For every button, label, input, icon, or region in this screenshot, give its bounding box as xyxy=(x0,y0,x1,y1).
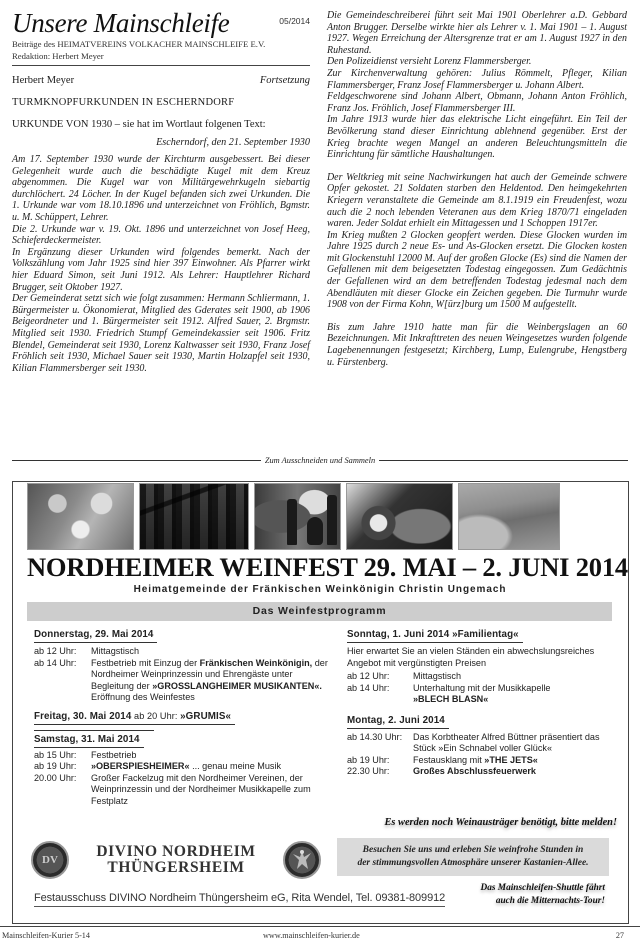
author-name: Herbert Meyer xyxy=(12,75,75,86)
schedule-text xyxy=(91,761,334,773)
footer-publication: Mainschleifen-Kurier 5-14 xyxy=(2,931,90,940)
day-thursday xyxy=(34,628,334,704)
saturday-rows xyxy=(34,750,334,808)
dateline: Escherndorf, den 21. September 1930 xyxy=(156,137,310,148)
paragraph: Die Gemeindeschreiberei führt seit Mai 1901 Oberlehrer a.D. Gebbard Anton Brugger. Derselbe wirkte hier als Lehrer v. 1. Mai 1901 – 1. August 1927. Wegen Erreichung der Altersgrenze trat er am 1. August 1927 in den Ruhestand. xyxy=(327,10,627,56)
paragraph: Den Polizeidienst versieht Lorenz Flammersberger. xyxy=(327,56,532,68)
continuation-label: Fortsetzung xyxy=(259,75,310,86)
vineyard-village-photo xyxy=(458,483,560,550)
cut-line xyxy=(12,453,628,467)
weinfest-advertisement xyxy=(12,481,629,924)
paragraph: Feldgeschworene sind Johann Albert, Obmann, Johann Anton Fröhlich, Franz Jos. Fröhlich, Josef Flammersberger III. xyxy=(327,91,627,114)
schedule-time: ab 19 Uhr: xyxy=(347,754,390,765)
wine-bottle-icon xyxy=(327,495,337,545)
invitation-line: der stimmungsvollen Atmosphäre unserer Kastanien-Allee. xyxy=(357,857,589,868)
schedule-time: ab 20 Uhr: xyxy=(131,710,181,721)
schedule-time: ab 15 Uhr: xyxy=(34,749,77,760)
schedule-row xyxy=(347,766,607,778)
shuttle-line: Das Mainschleifen-Shuttle fährt xyxy=(480,883,605,893)
divino-logo-text xyxy=(69,844,283,876)
text-segment: Festbetrieb mit Einzug der xyxy=(91,657,200,668)
schedule-time: 20.00 Uhr: xyxy=(34,772,77,783)
divino-logo xyxy=(31,835,321,885)
text-segment: ... genau meine Musik xyxy=(189,761,282,771)
masthead-divider xyxy=(12,65,310,66)
paragraph: Die 2. Urkunde war v. 19. Okt. 1896 und unterzeichnet von Josef Heeg, Schieferdeckermeister. xyxy=(12,223,310,247)
footer-website-link[interactable]: www.mainschleifen-kurier.de xyxy=(263,931,360,940)
highlight-text: »GRUMIS« xyxy=(180,710,232,722)
schedule-time: ab 14.30 Uhr: xyxy=(347,731,403,742)
highlight-text: »THE JETS« xyxy=(484,754,538,765)
schedule-time: ab 14 Uhr: xyxy=(347,682,390,693)
day-heading: Donnerstag, 29. Mai 2014 xyxy=(34,628,157,643)
highlight-text: Großes Abschlussfeuerwerk xyxy=(413,766,536,776)
paragraph-gap xyxy=(327,311,627,322)
invitation-line: Besuchen Sie uns und erleben Sie weinfrohe Stunden in xyxy=(362,845,584,855)
schedule-time: ab 14 Uhr: xyxy=(34,657,77,668)
paragraph: Der Weltkrieg mit seine Nachwirkungen hat auch der Gemeinde schwere Opfer gekostet. 21 Soldaten starben den Heldentod. Den heimgekehrten Kriegern veranstaltete die Gemeinde am 8.1.1919 ein Freudenfest, wozu auch die 2 noch lebenden Veteranen aus dem Krieg 1870/71 eingeladen waren. Jeder Soldat erhielt ein Mittagessen und 1 Schoppen 1917er. xyxy=(327,171,627,230)
schedule-left xyxy=(34,628,334,807)
day-saturday xyxy=(34,730,154,748)
paragraph: In Ergänzung dieser Urkunden wird folgendes bemerkt. Nach der Volkszählung vom Jahr 1925 sind hier 397 Einwohner. Als Pfarrer wirkt hier Eduard Simon, seit Juni 1912. Als Lehrer: Hauptlehrer Richard Brugger, seit Oktober 1927. xyxy=(12,246,310,293)
issue-number: 05/2014 xyxy=(279,16,310,26)
wine-bottle-icon xyxy=(307,517,323,545)
schedule-time: ab 12 Uhr: xyxy=(34,646,77,656)
article-title: TURMKNOPFURKUNDEN IN ESCHERNDORF xyxy=(12,97,235,108)
schedule-text xyxy=(413,766,607,778)
page-number: 27 xyxy=(615,931,624,940)
schedule-row xyxy=(347,683,607,706)
angel-figure-icon xyxy=(289,847,315,873)
seal-monogram: DV xyxy=(42,854,58,866)
highlight-text: Fränkischen Weinkönigin, xyxy=(199,657,313,668)
schedule-row xyxy=(347,671,607,683)
schedule-text: Festbetrieb xyxy=(91,749,137,760)
masthead xyxy=(12,8,310,38)
cut-line-rule-right xyxy=(379,460,628,461)
schedule-row xyxy=(34,750,334,762)
wine-bottle-seal-photo xyxy=(346,483,453,550)
schedule-row xyxy=(34,761,334,773)
schedule-row xyxy=(34,646,334,658)
text-segment: Festausklang mit xyxy=(413,754,485,765)
paragraph: Zur Kirchenverwaltung gehören: Julius Römmelt, Pfleger, Kilian Flammersberger, Franz Josef Flammersberger u. Johann Albert. xyxy=(327,67,627,91)
publisher-line: Beiträge des HEIMATVEREINS VOLKACHER MAINSCHLEIFE E.V. xyxy=(12,39,266,49)
photo-strip xyxy=(27,483,609,552)
wine-bottles-photo xyxy=(254,483,341,550)
cut-line-label: Zum Ausschneiden und Sammeln xyxy=(264,455,376,465)
wine-bottle-icon xyxy=(287,499,297,545)
schedule-time: 22.30 Uhr: xyxy=(347,766,390,776)
paragraph: Bis zum Jahre 1910 hatte man für die Weinbergslagen an 60 Bezeichnungen. Mit Inkrafttreten des neuen Weingesetzes wurden folgende Lagebenennungen festgesetzt; Kirchberg, Lump, Eulengrube, Hengstberg u. Fürstenberg. xyxy=(327,321,627,368)
divino-seal-icon xyxy=(31,841,69,879)
paragraph: Im Krieg mußten 2 Glocken geopfert werden. Diese Glocken wurden im Jahre 1925 durch 2 neue Es- und As-Glocken ersetzt. Die Glocken kosten mit Glockenstuhl 12000 M. Auf der großen Glocke (Es) sind die Namen der Gefallenen mit dem beigesetzten Todestag eingegossen. Zum Gedächtnis der Gefallenen wird an dem betreffenden Todestag jedesmal nach dem Abendläuten mit dieser Glocke ein Zeichen gegeben. Die Turmuhr wurde 1908 von der Firma Kohn, W[ürz]burg um 1500 M aufgestellt. xyxy=(327,229,628,311)
highlight-text: »BLECH BLASN« xyxy=(413,694,489,704)
paragraph: Im Jahre 1913 wurde hier das elektrische Licht eingeführt. Ein Teil der Bevölkerung stand dieser Einrichtung ablehnend gegenüber. Erst der Krieg brachte wegen Mangel an anderen Beleuchtungsmitteln die Einrichtung für sämtliche Haushaltungen. xyxy=(327,114,627,161)
schedule-row xyxy=(347,732,607,755)
day-monday xyxy=(347,714,607,778)
day-heading-text: Freitag, 30. Mai 2014 xyxy=(34,710,132,722)
building-photo xyxy=(139,483,249,550)
schedule-text xyxy=(91,658,334,704)
paragraph: Am 17. September 1930 wurde der Kirchturm ausgebessert. Bei dieser Gelegenheit wurde auch die beschädigte Kugel mit dem Kreuz abgenommen. Die Kugel war von Militärgewehrkugeln siebartig durchlöchert. 24 Löcher. In der Kugel befanden sich zwei Urkunden. Die 1. Urkunde war vom 18.10.1896 und unterzeichnet von Fröhlich, Bgmstr. u. M. Schüppert, Lehrer. xyxy=(12,154,310,223)
shuttle-note xyxy=(393,882,605,907)
byline-row xyxy=(12,74,310,88)
day-heading: Montag, 2. Juni 2014 xyxy=(347,714,449,729)
publication-title: Unsere Mainschleife xyxy=(12,8,230,38)
footer-divider xyxy=(0,926,640,927)
logo-line: THÜNGERSHEIM xyxy=(107,859,245,876)
angel-seal-icon xyxy=(283,841,321,879)
schedule-time: ab 19 Uhr: xyxy=(34,761,77,771)
day-sunday xyxy=(347,628,607,706)
left-column xyxy=(12,8,310,374)
schedule-text xyxy=(413,755,607,767)
day-heading: Samstag, 31. Mai 2014 xyxy=(34,733,144,748)
schedule-row xyxy=(34,658,334,704)
editor-line: Redaktion: Herbert Meyer xyxy=(12,51,104,61)
day-heading xyxy=(34,709,235,725)
article-body-left xyxy=(12,154,310,374)
schedule-text: Mittagstisch xyxy=(91,646,140,656)
cut-line-rule-left xyxy=(12,460,261,461)
sunday-intro: Hier erwartet Sie an vielen Ständen ein abwechslungsreiches Angebot mit vergünstigten Preisen xyxy=(347,646,595,668)
article-subtitle: URKUNDE VON 1930 – sie hat im Wortlaut folgenen Text: xyxy=(12,119,266,130)
schedule-text: Das Korbtheater Alfred Büttner präsentiert das Stück »Ein Schnabel voller Glück« xyxy=(413,731,600,753)
text-segment: Unterhaltung mit der Musikkapelle xyxy=(413,682,551,693)
schedule-text: Mittagstisch xyxy=(413,671,462,681)
weinfest-title: NORDHEIMER WEINFEST 29. MAI – 2. JUNI 2014 xyxy=(27,552,628,582)
schedule-right xyxy=(347,628,607,783)
schedule-text xyxy=(413,683,607,706)
visit-invitation xyxy=(337,838,609,876)
right-column xyxy=(327,10,627,368)
people-toasting-photo xyxy=(27,483,134,550)
text-segment: der Nordheimer Weinprinzessin und Ehrengäste unter Begleitung der xyxy=(91,657,328,691)
organizer-contact: Festausschuss DIVINO Nordheim Thüngersheim eG, Rita Wendel, Tel. 09381-809912 xyxy=(34,891,445,907)
highlight-text: »OBERSPIESHEIMER« xyxy=(91,761,190,771)
schedule-time: ab 12 Uhr: xyxy=(347,671,390,681)
text-segment: Eröffnung des Weinfestes xyxy=(91,692,195,702)
schedule-row xyxy=(347,755,607,767)
day-friday xyxy=(34,709,334,725)
schedule-text: Großer Fackelzug mit den Nordheimer Vereinen, der Weinprinzessin und der Nordheimer Musikkapelle zum Festplatz xyxy=(91,772,311,806)
day-heading: Sonntag, 1. Juni 2014 »Familientag« xyxy=(347,628,523,643)
logo-line: DIVINO NORDHEIM xyxy=(96,843,256,860)
paragraph-gap xyxy=(327,161,627,172)
weinfest-subtitle: Heimatgemeinde der Fränkischen Weinkönigin Christin Ungemach xyxy=(133,583,507,595)
shuttle-line: auch die Mitternachts-Tour! xyxy=(495,895,605,906)
program-header: Das Weinfestprogramm xyxy=(27,602,612,621)
schedule-row xyxy=(34,773,334,808)
paragraph: Der Gemeinderat setzt sich wie folgt zusammen: Hermann Schliermann, 1. Bürgermeister u. Ökonomierat, Mitglied des Gderates seit 1900, ab 1906 Beigeordneter und 1. Bürgermeister seit 1912. Alfred Sauer, 2. Brgmstr. Mitglied seit 1930. Friedrich Stumpf Gemeindekassier seit 1906. Fritz Blendel, Gemeinderat seit 1930, Lorenz Kaltwasser seit 1930, Franz Josef Fröhlich seit 1930, Michael Sauer seit 1930, Martin Holzapfel seit 1930, Kilian Flammersberger seit 1930. xyxy=(12,293,310,374)
highlight-text: »GROSSLANGHEIMER MUSIKANTEN«. xyxy=(152,680,322,691)
helpers-wanted-note: Es werden noch Weinausträger benötigt, bitte melden! xyxy=(384,817,617,828)
